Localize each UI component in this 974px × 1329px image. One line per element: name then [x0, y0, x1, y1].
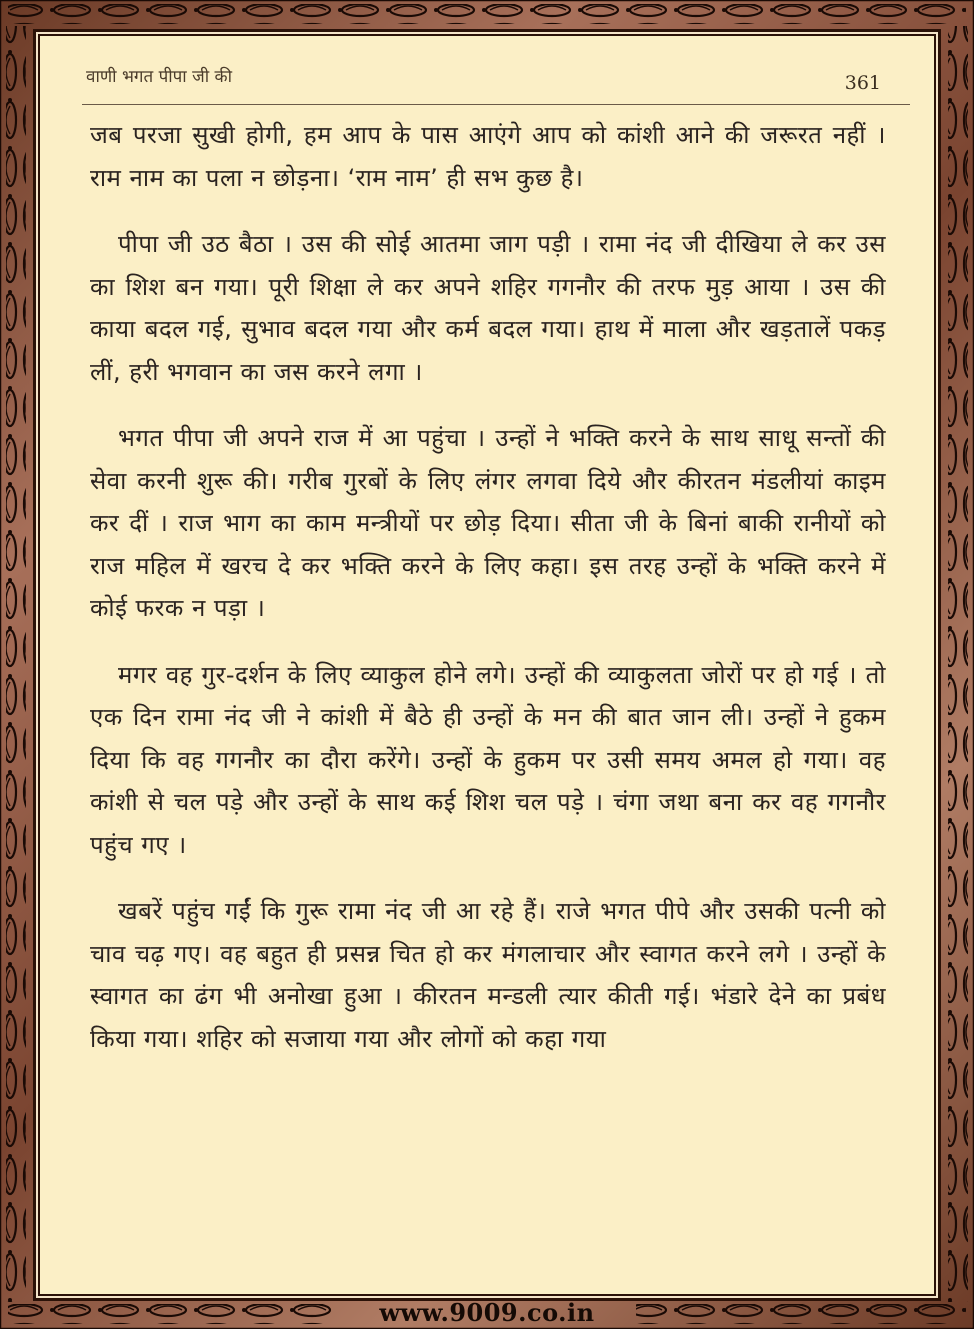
paragraph: खबरें पहुंच गईं कि गुरू रामा नंद जी आ रहे हैं। राजे भगत पीपे और उसकी पत्नी को चाव चढ़ गए। वह बहुत ही प्रसन्न चित हो कर मंगलाचार और स्वागत करने लगे । उन्हों के स्वागत का ढंग भी अनोखा हुआ । कीरतन मन्डली त्यार कीती गई। भंडारे देने का प्रबंध किया गया। शहिर को सजाया गया और लोगों को कहा गया — [90, 897, 886, 1053]
paragraph: भगत पीपा जी अपने राज में आ पहुंचा । उन्हों ने भक्ति करने के साथ साधू सन्तों की सेवा करनी शुरू की। गरीब गुरबों के लिए लंगर लगवा दिये और कीरतन मंडलीयां काइम कर दीं । राज भाग का काम मन्त्रीयों पर छोड़ दिया। सीता जी के बिनां बाकी रानीयों को राज महिल में खरच दे कर भक्ति करने के लिए कहा। इस तरह उन्हों के भक्ति करने में कोई फरक न पड़ा । — [90, 424, 886, 622]
body-text — [90, 114, 886, 1084]
paragraph: जब परजा सुखी होगी, हम आप के पास आएंगे आप को कांशी आने की जरूरत नहीं । राम नाम का पला न छोड़ना। ‘राम नाम’ ही सभ कुछ है। — [90, 121, 886, 192]
footer — [0, 1296, 974, 1329]
book-page — [38, 34, 936, 1296]
website-link[interactable]: www.9009.co.in — [379, 1298, 595, 1327]
page-number: 361 — [844, 72, 881, 94]
running-title: वाणी भगत पीपा जी की — [86, 67, 232, 87]
paragraph: मगर वह गुर-दर्शन के लिए व्याकुल होने लगे। उन्हों की व्याकुलता जोरों पर हो गई । तो एक दिन रामा नंद जी ने कांशी में बैठे ही उन्हों के मन की बात जान ली। उन्हों ने हुकम दिया कि वह गगनौर का दौरा करेंगे। उन्हों के हुकम पर उसी समय अमल हो गया। वह कांशी से चल पड़े और उन्हों के साथ कई शिश चल पड़े । चंगा जथा बना कर वह गगनौर पहुंच गए । — [90, 660, 886, 859]
header-rule — [82, 104, 910, 105]
paragraph: पीपा जी उठ बैठा । उस की सोई आतमा जाग पड़ी । रामा नंद जी दीखिया ले कर उस का शिश बन गया। पूरी शिक्षा ले कर अपने शहिर गगनौर की तरफ मुड़ आया । उस की काया बदल गई, सुभाव बदल गया और कर्म बदल गया। हाथ में माला और खड़तालें पकड़ लीं, हरी भगवान का जस करने लगा । — [90, 230, 886, 386]
